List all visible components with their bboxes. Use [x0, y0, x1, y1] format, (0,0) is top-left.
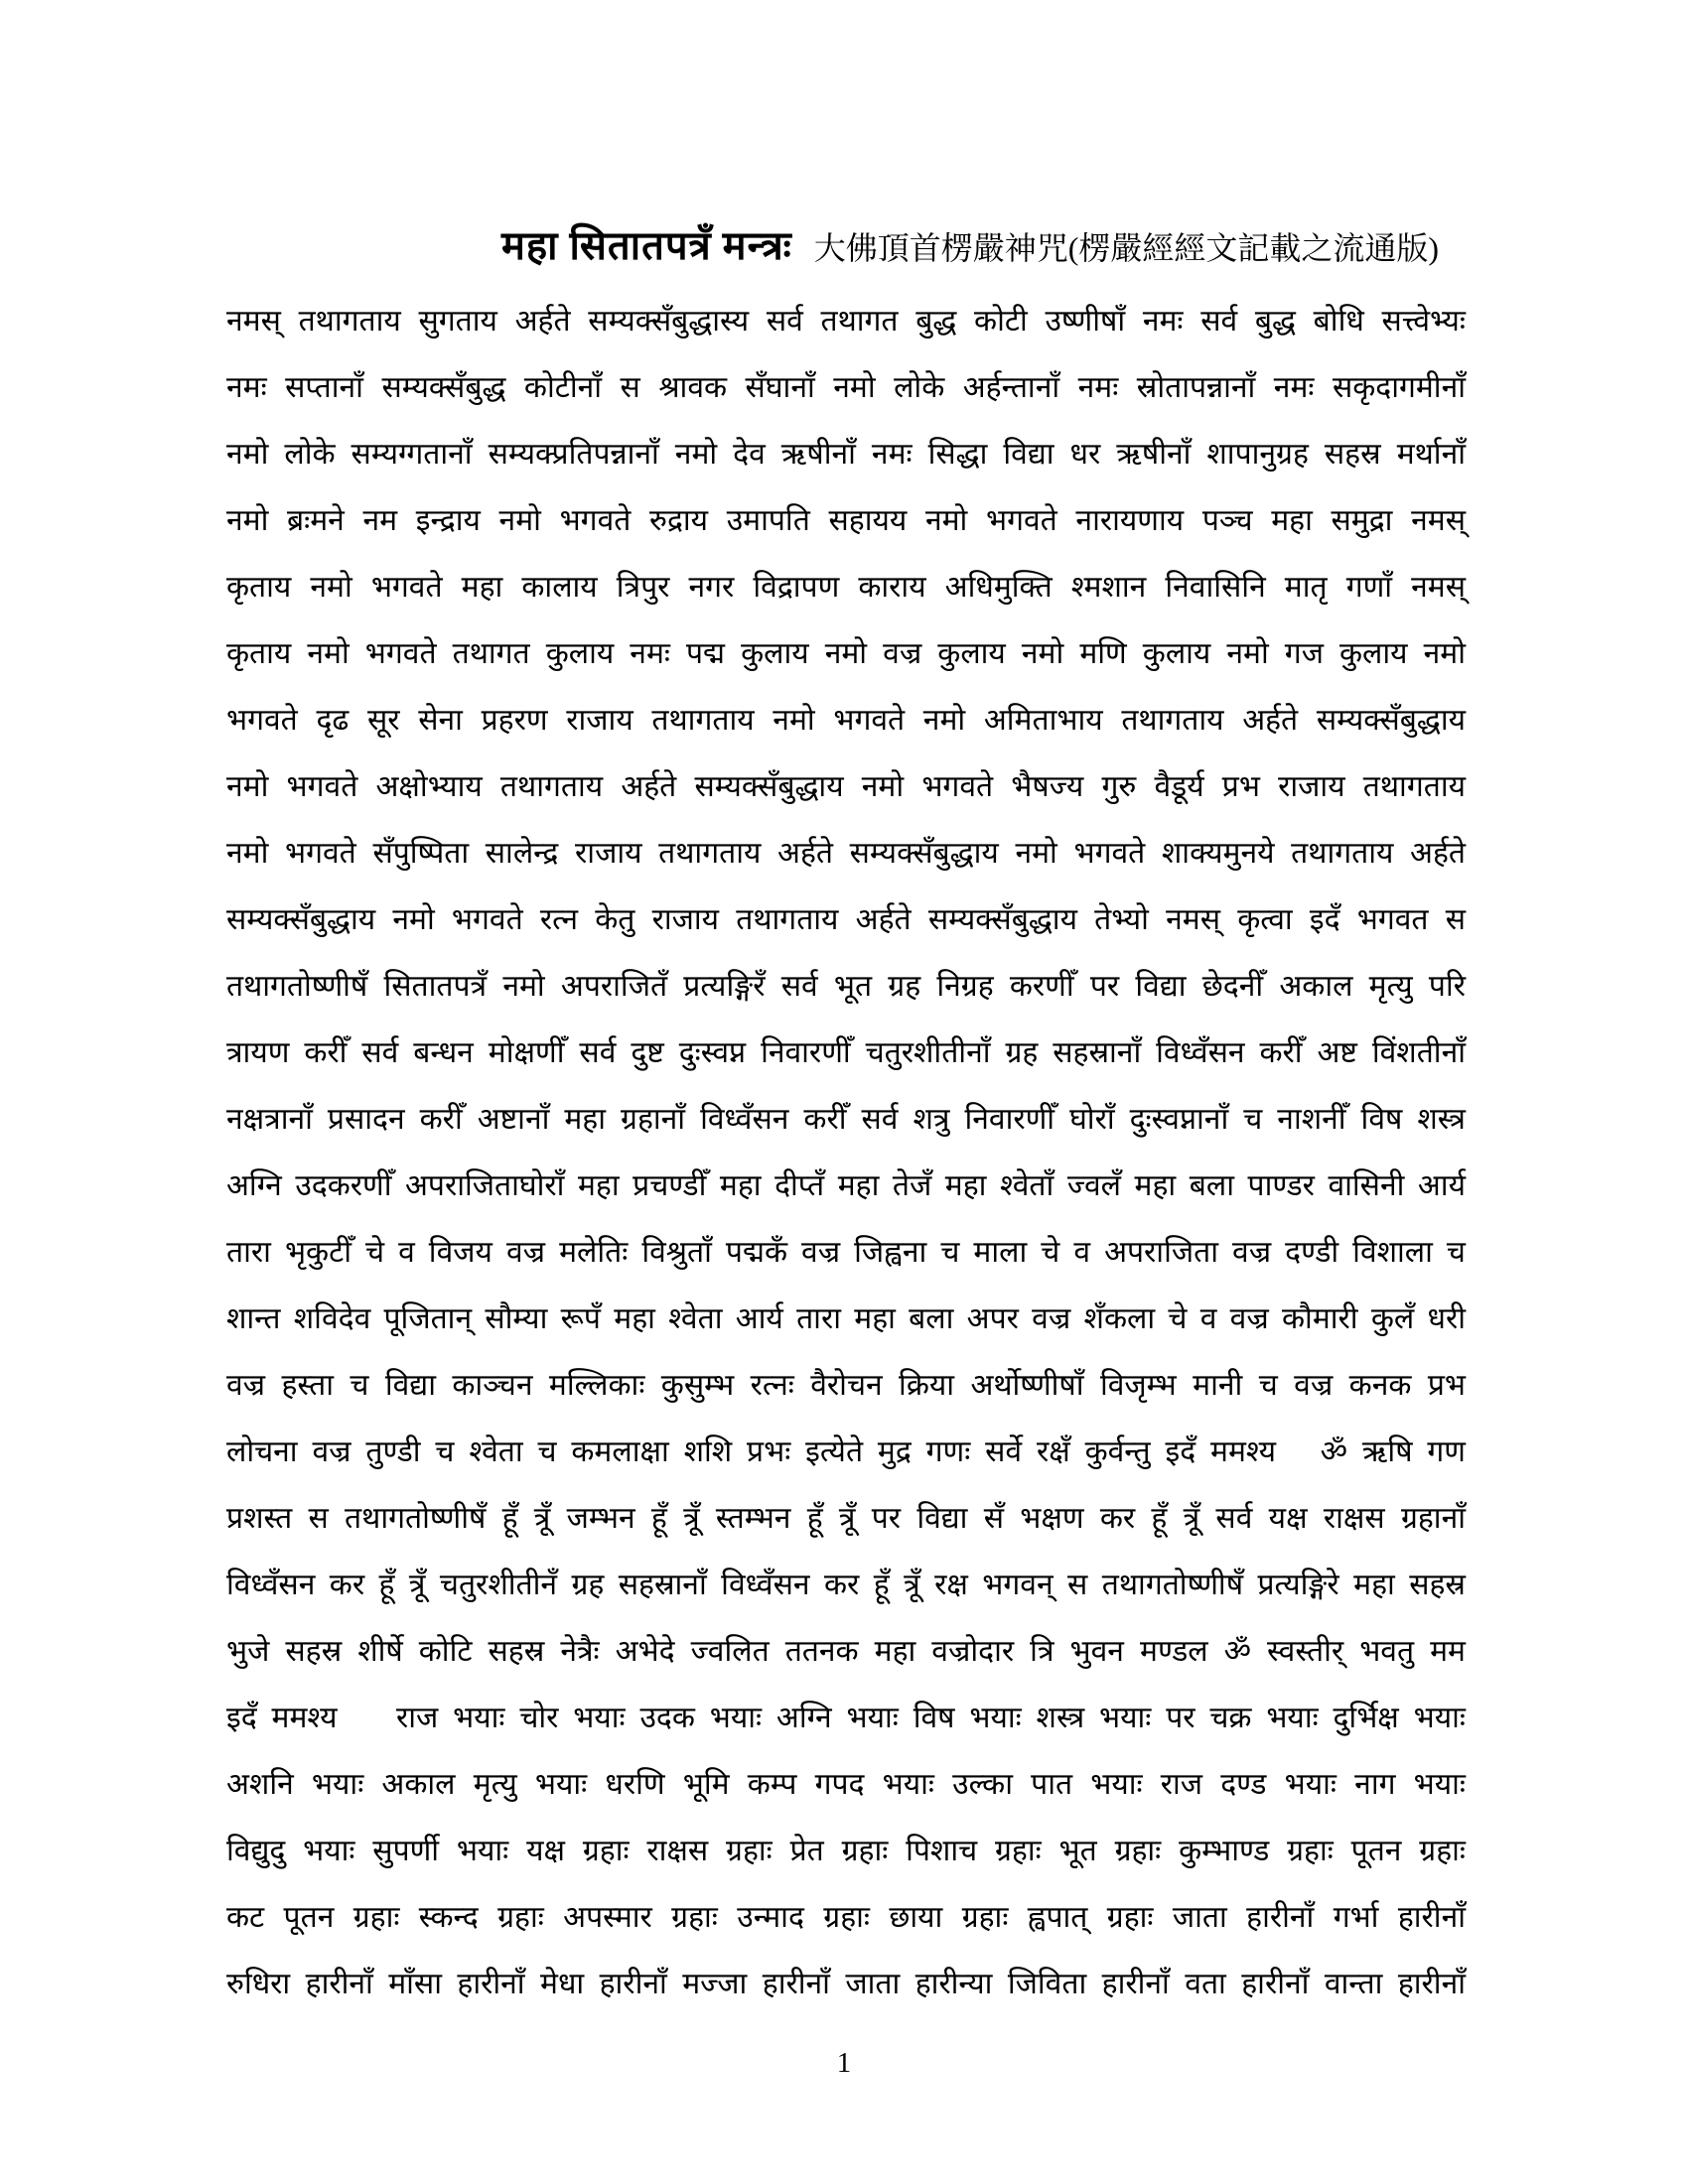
- text-line: शान्त शविदेव पूजितान् सौम्या रूपँ महा श्वेता आर्य तारा महा बला अपर वज्र शँकला चे व वज्र कौमारी कुलँ धरी: [226, 1302, 1466, 1335]
- text-line: अग्नि उदकरणीँ अपराजिताघोराँ महा प्रचण्डीँ महा दीप्तँ महा तेजँ महा श्वेताँ ज्वलँ महा बला पाण्डर वासिनी आर्य: [226, 1169, 1466, 1202]
- text-line: नमस् तथागताय सुगताय अर्हते सम्यक्सँबुद्धास्य सर्व तथागत बुद्ध कोटी उष्णीषाँ नमः सर्व बुद्ध बोधि सत्त्वेभ्यः: [226, 305, 1466, 338]
- text-line: नमः सप्तानाँ सम्यक्सँबुद्ध कोटीनाँ स श्रावक सँघानाँ नमो लोके अर्हन्तानाँ नमः स्रोतापन्नानाँ नमः सकृदागमीनाँ: [226, 371, 1466, 404]
- text-line: तथागतोष्णीषँ सितातपत्रँ नमो अपराजितँ प्रत्यङ्गिरँ सर्व भूत ग्रह निग्रह करणीँ पर विद्या छेदनीँ अकाल मृत्यु परि: [226, 970, 1466, 1003]
- text-line: नमो भगवते सँपुष्पिता सालेन्द्र राजाय तथागताय अर्हते सम्यक्सँबुद्धाय नमो भगवते शाक्यमुनये तथागताय अर्हते: [226, 837, 1466, 870]
- text-line: त्रायण करीँ सर्व बन्धन मोक्षणीँ सर्व दुष्ट दुःस्वप्न निवारणीँ चतुरशीतीनाँ ग्रह सहस्रानाँ विध्वँसन करीँ अष्ट विंशतीनाँ: [226, 1036, 1466, 1069]
- text-line: सम्यक्सँबुद्धाय नमो भगवते रत्न केतु राजाय तथागताय अर्हते सम्यक्सँबुद्धाय तेभ्यो नमस् कृत्वा इदँ भगवत स: [226, 903, 1466, 936]
- text-line: वज्र हस्ता च विद्या काञ्चन मल्लिकाः कुसुम्भ रत्नः वैरोचन क्रिया अर्थोष्णीषाँ विजृम्भ मानी च वज्र कनक प्रभ: [226, 1369, 1466, 1402]
- document-title-sanskrit: महा सितातपत्रँ मन्त्रः: [501, 223, 792, 268]
- text-line: प्रशस्त स तथागतोष्णीषँ हूँ त्रूँ जम्भन हूँ त्रूँ स्तम्भन हूँ त्रूँ पर विद्या सँ भक्षण कर हूँ त्रूँ सर्व यक्ष राक्षस ग्रहानाँ: [226, 1502, 1466, 1535]
- document-title: [501, 216, 1439, 271]
- text-line: नक्षत्रानाँ प्रसादन करीँ अष्टानाँ महा ग्रहानाँ विध्वँसन करीँ सर्व शत्रु निवारणीँ घोराँ दुःस्वप्नानाँ च नाशनीँ विष शस्त्र: [226, 1103, 1466, 1136]
- text-line: नमो लोके सम्यग्गतानाँ सम्यक्प्रतिपन्नानाँ नमो देव ऋषीनाँ नमः सिद्धा विद्या धर ऋषीनाँ शापानुग्रह सहस्र मर्थानाँ: [226, 438, 1466, 471]
- page-footer: [0, 2047, 1688, 2080]
- page-number: 1: [836, 2047, 852, 2079]
- text-line: कट पूतन ग्रहाः स्कन्द ग्रहाः अपस्मार ग्रहाः उन्माद ग्रहाः छाया ग्रहाः ह्वपात् ग्रहाः जाता हारीनाँ गर्भा हारीनाँ: [226, 1901, 1466, 1934]
- text-line: कृताय नमो भगवते महा कालाय त्रिपुर नगर विद्रापण काराय अधिमुक्ति श्मशान निवासिनि मातृ गणाँ नमस्: [226, 571, 1466, 604]
- document-title-chinese: 大佛頂首楞嚴神咒(楞嚴經經文記載之流通版): [813, 230, 1440, 266]
- text-line: भुजे सहस्र शीर्षे कोटि सहस्र नेत्रैः अभेदे ज्वलित ततनक महा वज्रोदार त्रि भुवन मण्डल ॐ स्वस्तीर् भवतु मम: [226, 1635, 1466, 1668]
- text-line: नमो ब्रःमने नम इन्द्राय नमो भगवते रुद्राय उमापति सहायय नमो भगवते नारायणाय पञ्च महा समुद्रा नमस्: [226, 504, 1466, 537]
- mantra-body: [226, 290, 1466, 2019]
- text-line: रुधिरा हारीनाँ माँसा हारीनाँ मेधा हारीनाँ मज्जा हारीनाँ जाता हारीन्या जिविता हारीनाँ वता हारीनाँ वान्ता हारीनाँ: [226, 1968, 1466, 2000]
- text-line: इदँ ममश्य राज भयाः चोर भयाः उदक भयाः अग्नि भयाः विष भयाः शस्त्र भयाः पर चक्र भयाः दुर्भिक्ष भयाः: [226, 1702, 1466, 1734]
- text-line: अशनि भयाः अकाल मृत्यु भयाः धरणि भूमि कम्प गपद भयाः उल्का पात भयाः राज दण्ड भयाः नाग भयाः: [226, 1768, 1466, 1801]
- text-line: भगवते दृढ सूर सेना प्रहरण राजाय तथागताय नमो भगवते नमो अमिताभाय तथागताय अर्हते सम्यक्सँबुद्धाय: [226, 704, 1466, 737]
- text-line: विद्युदु भयाः सुपर्णी भयाः यक्ष ग्रहाः राक्षस ग्रहाः प्रेत ग्रहाः पिशाच ग्रहाः भूत ग्रहाः कुम्भाण्ड ग्रहाः पूतन ग्रहाः: [226, 1835, 1466, 1867]
- text-line: तारा भृकुटीँ चे व विजय वज्र मलेतिः विश्रुताँ पद्मकँ वज्र जिह्वना च माला चे व अपराजिता वज्र दण्डी विशाला च: [226, 1236, 1466, 1269]
- text-line: लोचना वज्र तुण्डी च श्वेता च कमलाक्षा शशि प्रभः इत्येते मुद्र गणः सर्वे रक्षँ कुर्वन्तु इदँ ममश्य ॐ ऋषि गण: [226, 1435, 1466, 1468]
- text-line: कृताय नमो भगवते तथागत कुलाय नमः पद्म कुलाय नमो वज्र कुलाय नमो मणि कुलाय नमो गज कुलाय नमो: [226, 637, 1466, 670]
- text-line: विध्वँसन कर हूँ त्रूँ चतुरशीतीनँ ग्रह सहस्रानाँ विध्वँसन कर हूँ त्रूँ रक्ष भगवन् स तथागतोष्णीषँ प्रत्यङ्गिरे महा सहस्र: [226, 1569, 1466, 1601]
- text-line: नमो भगवते अक्षोभ्याय तथागताय अर्हते सम्यक्सँबुद्धाय नमो भगवते भैषज्य गुरु वैडूर्य प्रभ राजाय तथागताय: [226, 770, 1466, 803]
